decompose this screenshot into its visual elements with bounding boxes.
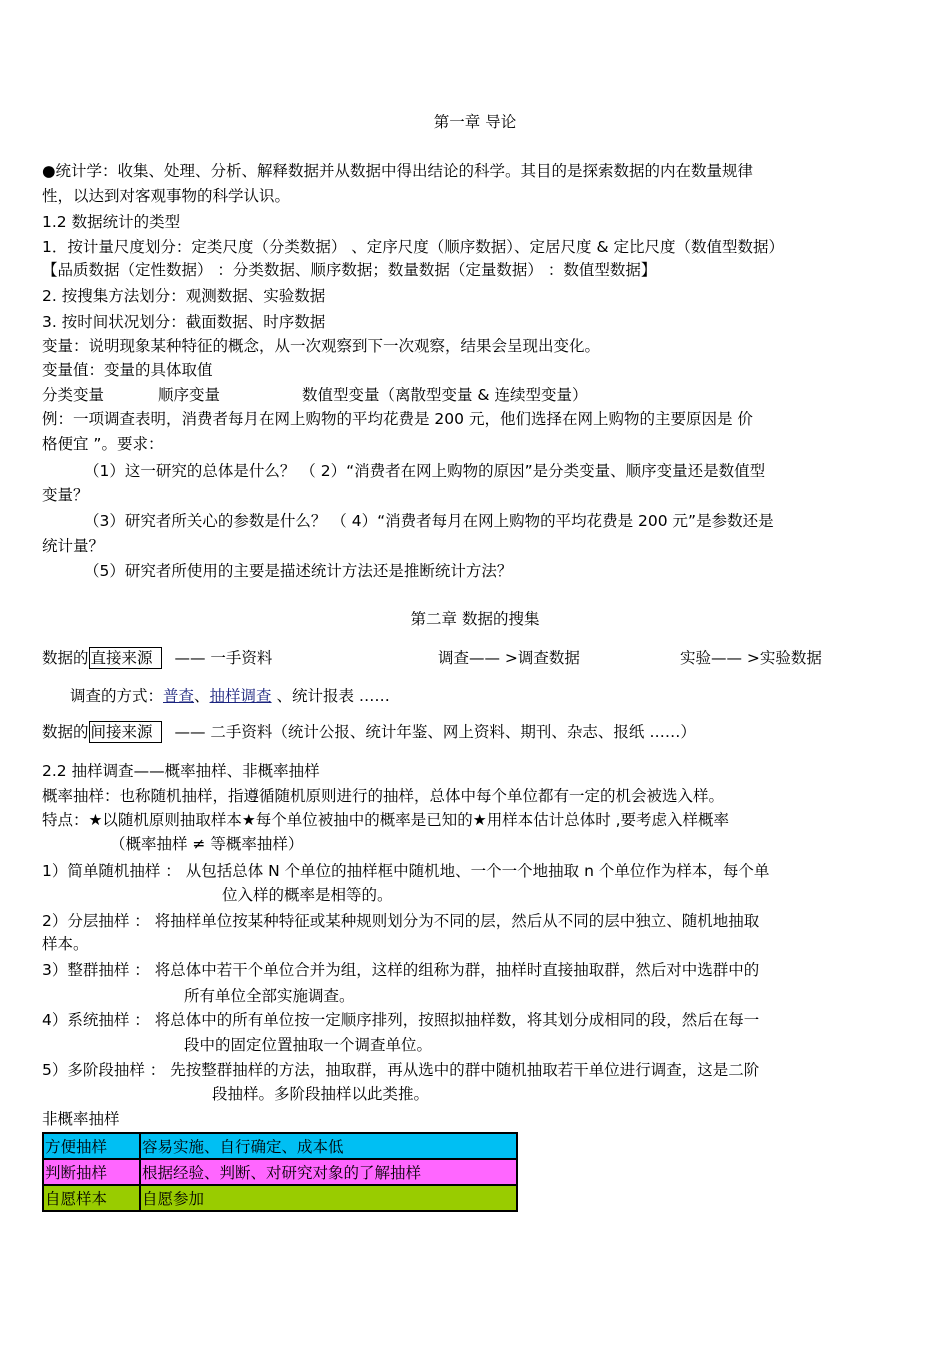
question-3-4-line1: （3）研究者所关心的参数是什么？ （ 4）“消费者每月在网上购物的平均花费是 200 元”是参数还是 xyxy=(84,512,774,530)
example-line1: 例：一项调查表明，消费者每月在网上购物的平均花费是 200 元，他们选择在网上购物的主要原因是 价 xyxy=(42,410,753,428)
method-multistage-line2: 段抽样。多阶段抽样以此类推。 xyxy=(212,1085,430,1103)
section-heading-data-types: 1.2 数据统计的类型 xyxy=(42,213,181,231)
stat-definition-line1: ●统计学：收集、处理、分析、解释数据并从数据中得出结论的科学。其目的是探索数据的内在数量规律 xyxy=(42,162,754,180)
variable-definition: 变量：说明现象某种特征的概念，从一次观察到下一次观察，结果会呈现出变化。 xyxy=(42,337,601,355)
nonprob-sampling-table xyxy=(42,1132,518,1212)
data-type-1-note: 【品质数据（定性数据） ：分类数据、顺序数据；数量数据（定量数据） ：数值型数据】 xyxy=(42,261,657,279)
direct-source-line xyxy=(42,647,272,669)
variable-type-categorical: 分类变量 xyxy=(42,386,105,404)
method-stratified-line2: 样本。 xyxy=(42,935,89,953)
features-line1: 特点：★以随机原则抽取样本★每个单位被抽中的概率是已知的★用样本估计总体时 ,要考虑入样概率 xyxy=(42,811,730,829)
indirect-source-line xyxy=(42,721,696,743)
survey-methods-label: 调查的方式： xyxy=(70,687,164,705)
table-cell-desc: 根据经验、判断、对研究对象的了解抽样 xyxy=(140,1159,517,1185)
table-row xyxy=(43,1159,517,1185)
variable-type-numeric: 数值型变量（离散型变量 & 连续型变量） xyxy=(302,386,588,404)
question-5: （5）研究者所使用的主要是描述统计方法还是推断统计方法？ xyxy=(84,562,513,580)
features-line2: （概率抽样 ≠ 等概率抽样） xyxy=(110,835,304,853)
data-type-1: 1．按计量尺度划分：定类尺度（分类数据） 、定序尺度（顺序数据）、定居尺度 & 定比尺度（数值型数据） xyxy=(42,238,784,256)
method-systematic-line2: 段中的固定位置抽取一个调查单位。 xyxy=(184,1036,433,1054)
direct-source-desc: —— 一手资料 xyxy=(174,649,273,667)
experiment-data-item: 实验—— >实验数据 xyxy=(680,649,822,667)
table-cell-name: 判断抽样 xyxy=(43,1159,140,1185)
sampling-survey-link[interactable]: 抽样调查 xyxy=(209,687,272,705)
direct-source-box: 直接来源 xyxy=(89,647,162,669)
question-3-4-line2: 统计量？ xyxy=(42,537,105,555)
variable-type-ordinal: 顺序变量 xyxy=(158,386,221,404)
probability-sampling-definition: 概率抽样：也称随机抽样，指遵循随机原则进行的抽样，总体中每个单位都有一定的机会被选入样。 xyxy=(42,787,725,805)
direct-source-prefix: 数据的 xyxy=(42,649,89,667)
nonprob-heading: 非概率抽样 xyxy=(42,1110,120,1128)
survey-methods-sep: 、 xyxy=(194,687,210,705)
method-cluster-line2: 所有单位全部实施调查。 xyxy=(184,987,355,1005)
indirect-source-prefix: 数据的 xyxy=(42,723,89,741)
method-cluster-line1: 3）整群抽样 ： 将总体中若干个单位合并为组，这样的组称为群，抽样时直接抽取群，然后对中选群中的 xyxy=(42,961,760,979)
table-cell-name: 自愿样本 xyxy=(43,1185,140,1211)
table-cell-desc: 自愿参加 xyxy=(140,1185,517,1211)
chapter1-title: 第一章 导论 xyxy=(433,113,517,131)
table-row xyxy=(43,1185,517,1211)
survey-methods-rest: 、统计报表 …… xyxy=(271,687,390,705)
method-systematic-line1: 4）系统抽样 ： 将总体中的所有单位按一定顺序排列，按照拟抽样数，将其划分成相同的段，然后在每一 xyxy=(42,1011,760,1029)
survey-methods-line xyxy=(70,685,390,707)
variable-value-definition: 变量值：变量的具体取值 xyxy=(42,361,213,379)
sampling-heading: 2.2 抽样调查——概率抽样、非概率抽样 xyxy=(42,762,320,780)
table-cell-desc: 容易实施、自行确定、成本低 xyxy=(140,1133,517,1159)
method-simple-random-line2: 位入样的概率是相等的。 xyxy=(222,886,393,904)
data-type-2: 2. 按搜集方法划分：观测数据、实验数据 xyxy=(42,287,326,305)
question-1-2-line2: 变量？ xyxy=(42,486,89,504)
question-1-2-line1: （1）这一研究的总体是什么？ （ 2）“消费者在网上购物的原因”是分类变量、顺序变量还是数值型 xyxy=(84,462,766,480)
method-stratified-line1: 2）分层抽样 ： 将抽样单位按某种特征或某种规则划分为不同的层，然后从不同的层中独立、随机地抽取 xyxy=(42,912,760,930)
indirect-source-box: 间接来源 xyxy=(89,721,162,743)
table-row xyxy=(43,1133,517,1159)
stat-definition-line2: 性，以达到对客观事物的科学认识。 xyxy=(42,187,291,205)
chapter2-title: 第二章 数据的搜集 xyxy=(410,610,540,628)
census-link[interactable]: 普查 xyxy=(163,687,195,705)
data-type-3: 3. 按时间状况划分：截面数据、时序数据 xyxy=(42,313,326,331)
example-line2: 格便宜 ”。要求： xyxy=(42,435,164,453)
table-cell-name: 方便抽样 xyxy=(43,1133,140,1159)
method-multistage-line1: 5）多阶段抽样 ： 先按整群抽样的方法，抽取群，再从选中的群中随机抽取若干单位进行调查，这是二阶 xyxy=(42,1061,760,1079)
method-simple-random-line1: 1）简单随机抽样 ： 从包括总体 N 个单位的抽样框中随机地、一个一个地抽取 n 个单位作为样本，每个单 xyxy=(42,862,770,880)
survey-data-item: 调查—— >调查数据 xyxy=(438,649,580,667)
indirect-source-desc: —— 二手资料（统计公报、统计年鉴、网上资料、期刊、杂志、报纸 ……） xyxy=(174,723,696,741)
